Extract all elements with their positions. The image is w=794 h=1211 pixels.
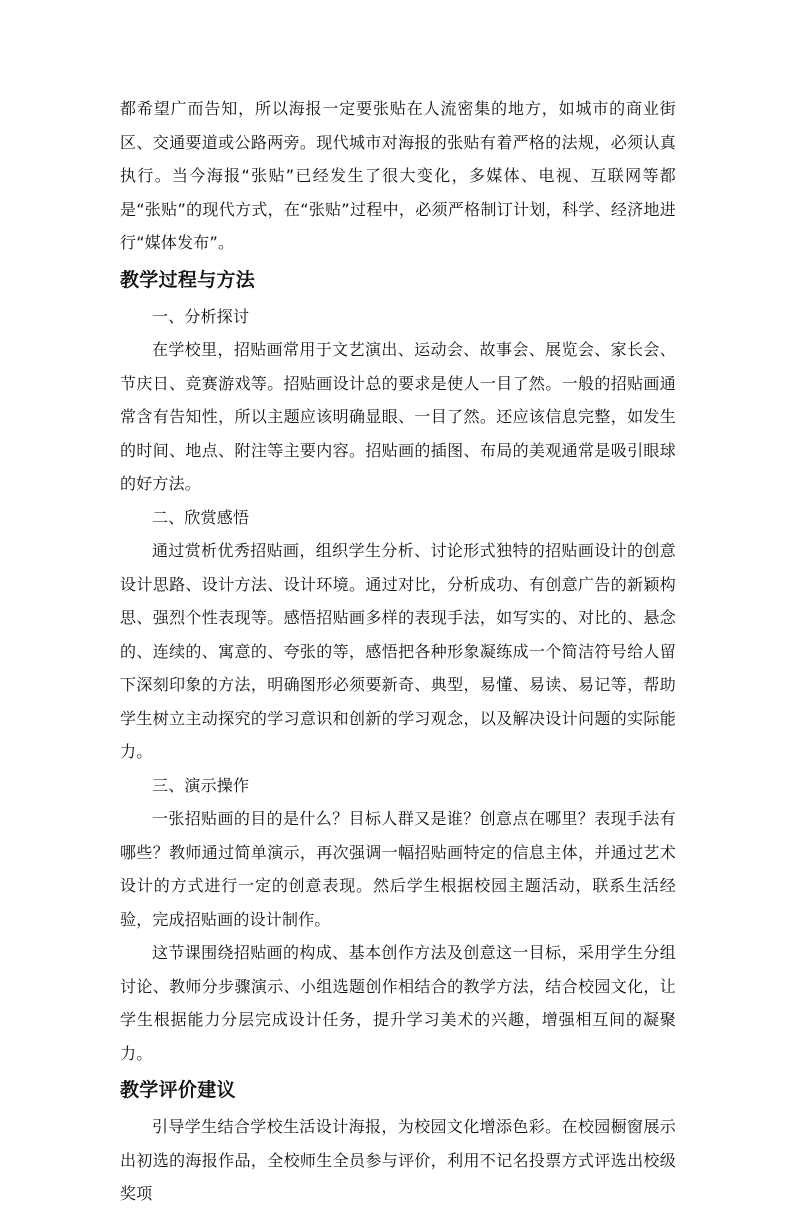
section-heading-evaluation: 教学评价建议 — [120, 1079, 236, 1101]
section-heading-process: 教学过程与方法 — [120, 268, 256, 291]
subsection-title-appreciation: 二、欣赏感悟 — [152, 507, 250, 527]
paragraph-summary: 这节课围绕招贴画的构成、基本创作方法及创意这一目标，采用学生分组讨论、教师分步骤演示、小组选题创作相结合的教学方法，结合校园文化，让学生根据能力分层完成设计任务，提升学习美术的兴趣，增强相互间的凝聚力。 — [120, 943, 676, 1063]
paragraph-demonstration: 一张招贴画的目的是什么？目标人群又是谁？创意点在哪里？表现手法有哪些？教师通过简单演示，再次强调一幅招贴画特定的信息主体，并通过艺术设计的方式进行一定的创意表现。然后学生根据校园主题活动，联系生活经验，完成招贴画的设计制作。 — [120, 809, 676, 929]
paragraph-appreciation: 通过赏析优秀招贴画，组织学生分析、讨论形式独特的招贴画设计的创意设计思路、设计方法、设计环境。通过对比，分析成功、有创意广告的新颖构思、强烈个性表现等。感悟招贴画多样的表现手法，如写实的、对比的、悬念的、连续的、寓意的、夸张的等，感悟把各种形象凝练成一个简洁符号给人留下深刻印象的方法，明确图形必须要新奇、典型，易懂、易读、易记等，帮助学生树立主动探究的学习意识和创新的学习观念，以及解决设计问题的实际能力。 — [120, 541, 676, 761]
paragraph-evaluation: 引导学生结合学校生活设计海报，为校园文化增添色彩。在校园橱窗展示出初选的海报作品，全校师生全员参与评价，利用不记名投票方式评选出校级奖项 — [120, 1117, 676, 1203]
intro-paragraph: 都希望广而告知，所以海报一定要张贴在人流密集的地方，如城市的商业街区、交通要道或公路两旁。现代城市对海报的张贴有着严格的法规，必须认真执行。当今海报“张贴”已经发生了很大变化，多媒体、电视、互联网等都是“张贴”的现代方式，在“张贴”过程中，必须严格制订计划，科学、经济地进行“媒体发布”。 — [120, 99, 676, 252]
document-body — [120, 92, 676, 1211]
paragraph-analysis: 在学校里，招贴画常用于文艺演出、运动会、故事会、展览会、家长会、节庆日、竞赛游戏等。招贴画设计总的要求是使人一目了然。一般的招贴画通常含有告知性，所以主题应该明确显眼、一目了然。还应该信息完整，如发生的时间、地点、附注等主要内容。招贴画的插图、布局的美观通常是吸引眼球的好方法。 — [120, 340, 676, 493]
subsection-title-demonstration: 三、演示操作 — [152, 775, 250, 795]
subsection-title-analysis: 一、分析探讨 — [152, 306, 250, 326]
